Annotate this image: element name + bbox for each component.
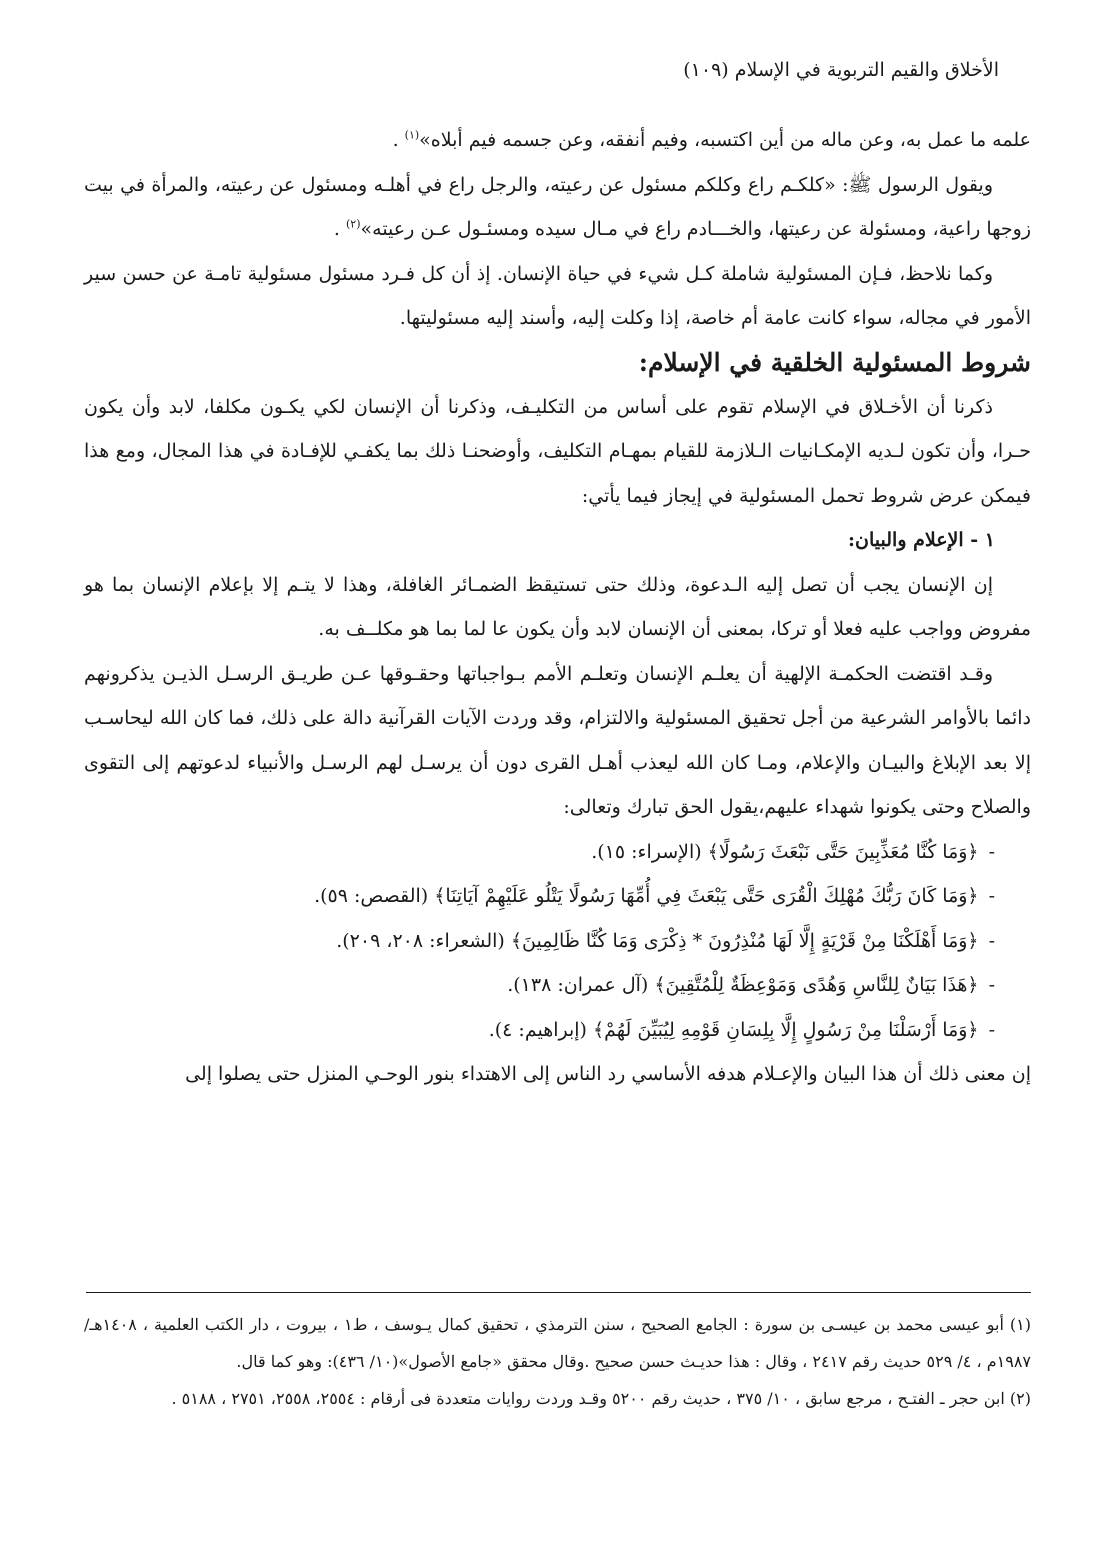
paragraph-text: علمه ما عمل به، وعن ماله من أين اكتسبه، وفيم أنفقه، وعن جسمه فيم أبلاه» (419, 129, 1031, 151)
footnote-ref-1: (١) (404, 128, 420, 142)
paragraph-divine-wisdom: وقـد اقتضت الحكمـة الإلهية أن يعلـم الإنسان وتعلـم الأمم بـواجباتها وحقـوقها عـن طريـق الرسـل الذيـن يذكرونهم دائما بالأوامر الشرعية من أجل تحقيق المسئولية والالتزام، وقد وردت الآيات القرآنية دالة على ذلك، فما كان الله ليحاسـب إلا بعد الإبلاغ والبيـان والإعلام، ومـا كان الله ليعذب أهـل القرى دون أن يرسـل لهم الرسـل والأنبياء لدعوتهم إلى التقوى والصلاح وحتى يكونوا شهداء عليهم،يقول الحق تبارك وتعالى: (84, 662, 1031, 818)
subsection-heading: ١ - الإعلام والبيان: (848, 529, 995, 551)
verse-text: ﴿وَمَا كُنَّا مُعَذِّبِينَ حَتَّى نَبْعَثَ رَسُولًا﴾ (الإسراء: ١٥). (591, 840, 979, 863)
quran-verse (84, 874, 995, 919)
list-dash: - (988, 885, 995, 907)
verse-text: ﴿هَذَا بَيَانٌ لِلنَّاسِ وَهُدًى وَمَوْعِظَةٌ لِلْمُتَّقِينَ﴾ (آل عمران: ١٣٨). (507, 974, 979, 996)
quran-verse (84, 1008, 995, 1053)
footnote-divider (86, 1292, 1031, 1293)
footnote-ref-2: (٢) (346, 217, 361, 231)
list-dash: - (988, 929, 995, 952)
paragraph-hadith-end: علمه ما عمل به، وعن ماله من أين اكتسبه، وفيم أنفقه، وعن جسمه فيم أبلاه»$^{(١)}$ . (392, 128, 1031, 151)
paragraph-meaning: إن معنى ذلك أن هذا البيان والإعـلام هدفه الأساسي رد الناس إلى الاهتداء بنور الوحـي المنزل حتى يصلوا إلى (185, 1063, 1031, 1085)
quran-verse (84, 830, 995, 875)
paragraph-text: ويقول الرسول ﷺ: «كلكـم راع وكلكم مسئول عن رعيته، والرجل راع في أهلـه ومسئول عن رعيته، والمرأة في بيت زوجها راعية، ومسئولة عن رعيتها، والخـــادم راع في مـال سيده ومسئـول عـن رعيته» (84, 173, 1031, 240)
body-text (84, 118, 1031, 1097)
list-dash: - (988, 840, 995, 863)
footnote-2: (٢) ابن حجر ـ الفتـح ، مرجع سابق ، ١٠/ ٣٧٥ ، حديث رقم ٥٢٠٠ وقـد وردت روايات متعددة فى أرقام : ٢٥٥٤، ٢٥٥٨، ٢٧٥١ ، ٥١٨٨ . (171, 1389, 1031, 1408)
quran-verses-list (84, 830, 1031, 1053)
running-header: الأخلاق والقيم التربوية في الإسلام (١٠٩) (683, 59, 999, 81)
list-dash: - (988, 974, 995, 996)
verse-text: ﴿وَمَا أَهْلَكْنَا مِنْ قَرْيَةٍ إِلَّا لَهَا مُنْذِرُونَ * ذِكْرَى وَمَا كُنَّا ظَالِمِينَ﴾ (الشعراء: ٢٠٨، ٢٠٩). (336, 929, 979, 952)
verse-text: ﴿وَمَا أَرْسَلْنَا مِنْ رَسُولٍ إِلَّا بِلِسَانِ قَوْمِهِ لِيُبَيِّنَ لَهُمْ﴾ (إبراهيم: ٤). (488, 1018, 979, 1041)
list-dash: - (988, 1018, 995, 1041)
paragraph-informing: إن الإنسان يجب أن تصل إليه الـدعوة، وذلك حتى تستيقظ الضمـائر الغافلة، وهذا لا يتـم إلا بإعلام الإنسان بما هو مفروض وواجب عليه فعلا أو تركا، بمعنى أن الإنسان لابد وأن يكون عا لما بما هو مكلــف به. (84, 573, 1031, 640)
footnote-1: (١) أبو عيسى محمد بن عيسـى بن سورة : الجامع الصحيح ، سنن الترمذي ، تحقيق كمال يـوسف ، ط١ ، بيروت ، دار الكتب العلمية ، ١٤٠٨هـ/ ١٩٨٧م ، ٤/ ٥٢٩ حديث رقم ٢٤١٧ ، وقال : هذا حديـث حسن صحيح .وقال محقق «جامع الأصول»(١٠/ ٤٣٦): وهو كما قال. (84, 1315, 1031, 1371)
paragraph-conditions-intro: ذكرنا أن الأخـلاق في الإسلام تقوم على أساس من التكليـف، وذكرنا أن الإنسان لكي يكـون مكلفا، لابد وأن يكون حـرا، وأن تكون لـديه الإمكـانيات الـلازمة للقيام بمهـام التكليف، وأوضحنـا ذلك بما يكفـي للإفـادة في هذا المجال، ومع هذا فيمكن عرض شروط تحمل المسئولية في إيجاز فيما يأتي: (84, 395, 1031, 507)
quran-verse (84, 963, 995, 1008)
footnotes (84, 1306, 1031, 1417)
section-heading: شروط المسئولية الخلقية في الإسلام: (638, 347, 1031, 377)
quran-verse (84, 919, 995, 964)
paragraph-hadith-responsibility: ويقول الرسول ﷺ: «كلكـم راع وكلكم مسئول عن رعيته، والرجل راع في أهلـه ومسئول عن رعيته، والمرأة في بيت زوجها راعية، ومسئولة عن رعيتها، والخـــادم راع في مـال سيده ومسئـول عـن رعيته»$^{(٢)}$ . (84, 173, 1031, 240)
verse-text: ﴿وَمَا كَانَ رَبُّكَ مُهْلِكَ الْقُرَى حَتَّى يَبْعَثَ فِي أُمِّهَا رَسُولًا يَتْلُو عَلَيْهِمْ آيَاتِنَا﴾ (القصص: ٥٩). (314, 885, 979, 907)
paragraph-comprehensive-responsibility: وكما نلاحظ، فـإن المسئولية شاملة كـل شيء في حياة الإنسان. إذ أن كل فـرد مسئول مسئولية تامـة عن حسن سير الأمور في مجاله، سواء كانت عامة أم خاصة، إذا وكلت إليه، وأسند إليه مسئوليتها. (84, 262, 1031, 329)
